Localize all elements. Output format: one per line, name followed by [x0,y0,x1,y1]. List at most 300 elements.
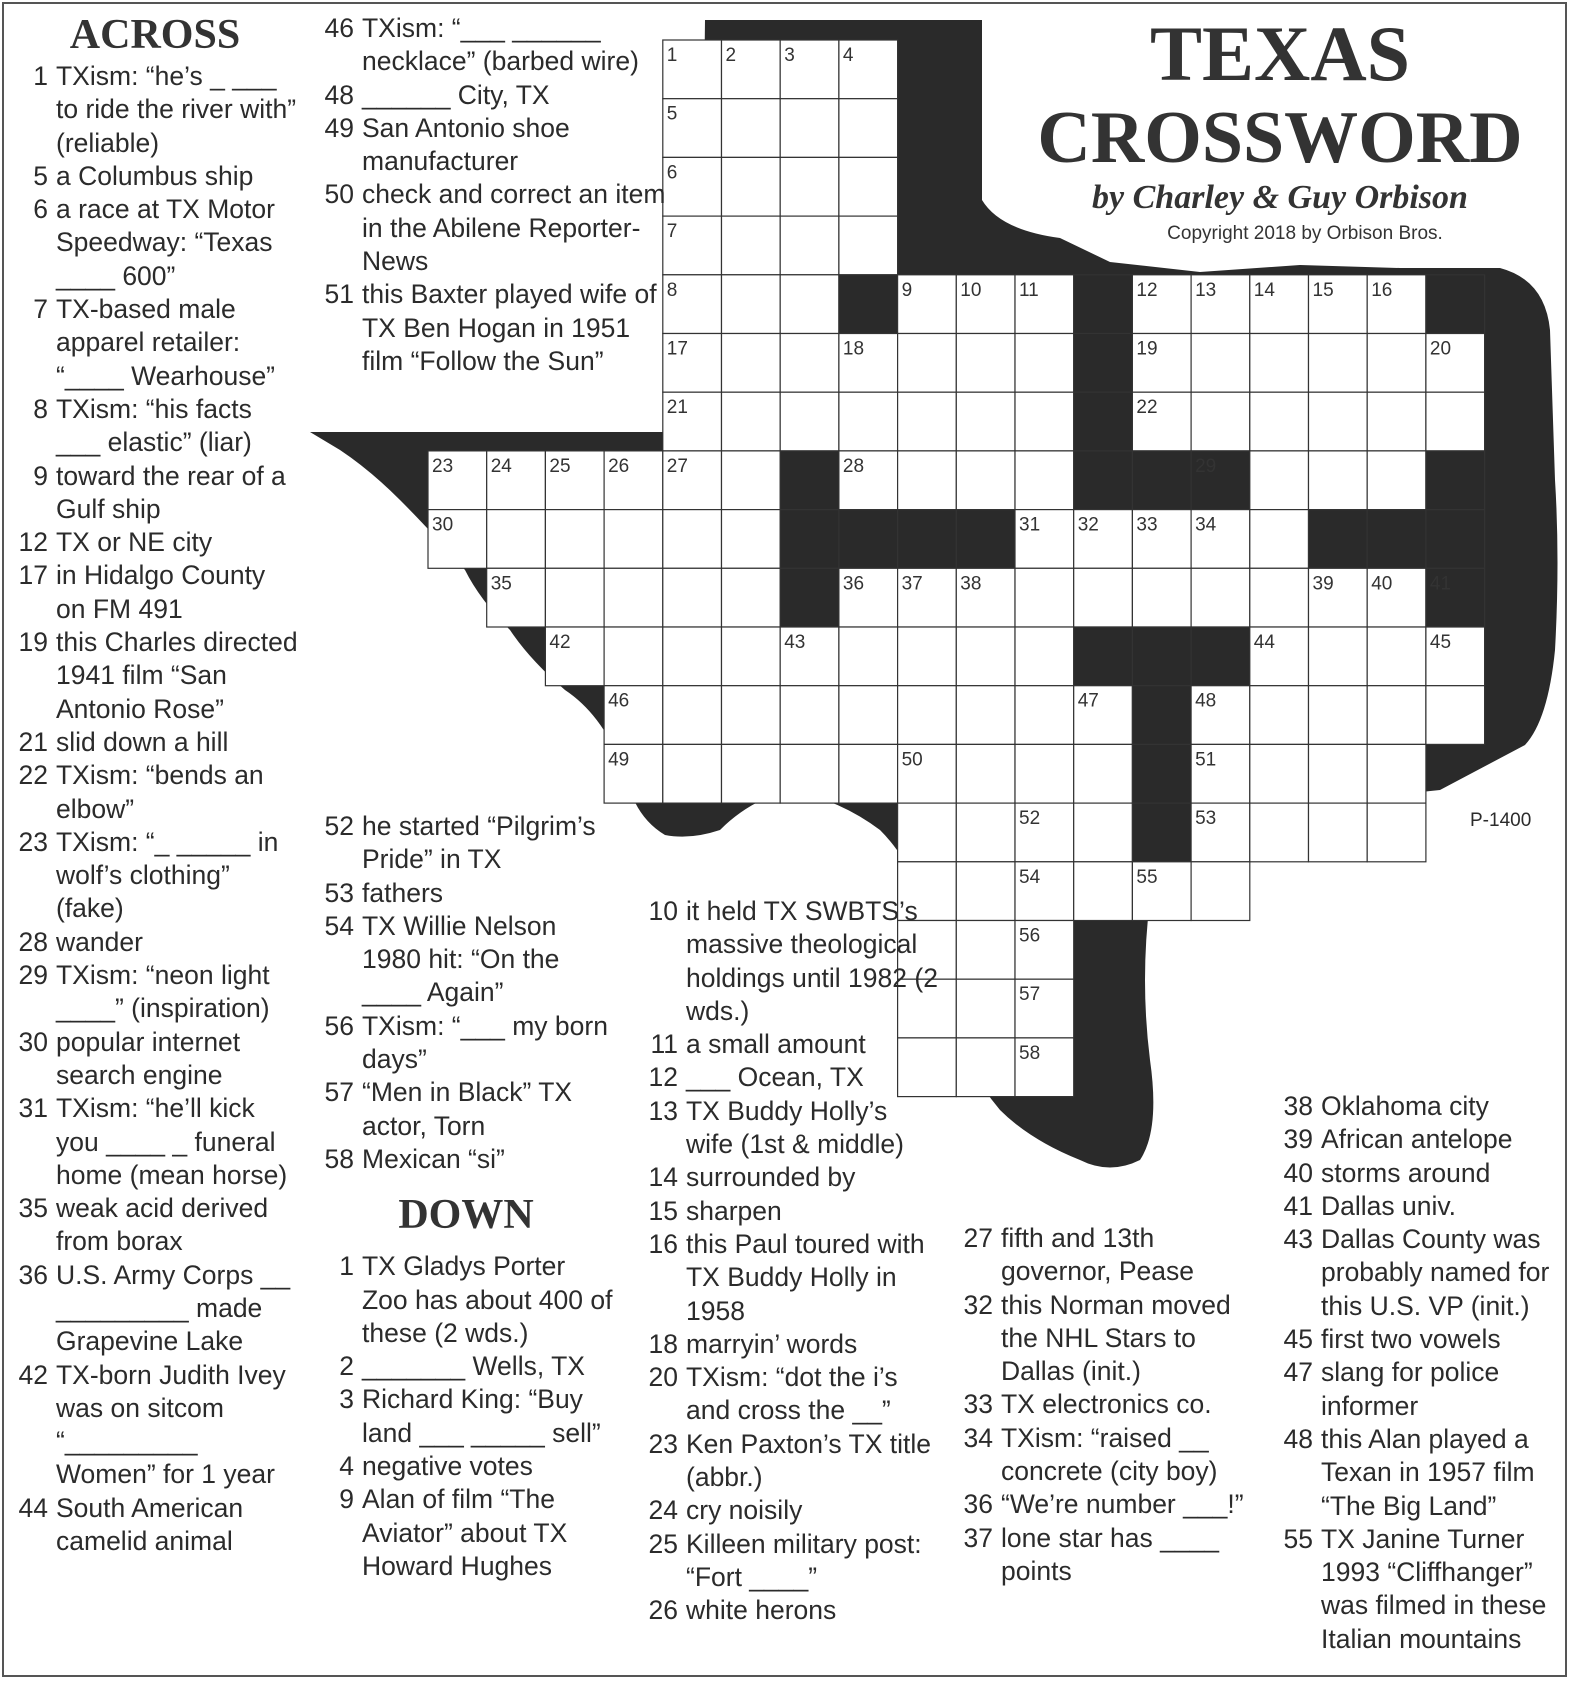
clue-item [316,12,666,79]
clue-number: 3 [339,1384,354,1415]
clue-item [955,1522,1255,1589]
grid-cell[interactable] [956,392,1015,451]
grid-cell[interactable] [1074,862,1133,921]
clue-item [10,1026,300,1093]
grid-cell[interactable] [839,157,898,216]
clue-number: 25 [648,1528,678,1559]
grid-cell[interactable] [780,686,839,745]
grid-cell[interactable] [956,451,1015,510]
grid-cell[interactable] [839,627,898,686]
grid-cell[interactable] [898,686,957,745]
clue-text: slid down a hill [56,726,229,757]
cell-number: 21 [666,397,688,419]
grid-cell[interactable] [722,451,781,510]
black-square [1132,803,1191,862]
cell-number: 2 [725,45,737,66]
clue-text: TX electronics co. [1001,1389,1212,1420]
clue-number: 52 [324,811,354,841]
clue-item [10,1492,300,1559]
clue-item [316,877,616,910]
clue-item [640,895,940,1028]
clue-text: U.S. Army Corps __ _________ made Grapevine Lake [56,1259,291,1357]
grid-cell[interactable] [604,627,663,686]
grid-cell[interactable] [956,979,1015,1038]
grid-cell[interactable] [663,510,722,569]
clue-item [640,1328,940,1361]
grid-cell[interactable] [1309,803,1368,862]
clue-item [10,460,300,527]
cell-number: 52 [1019,808,1041,830]
grid-cell[interactable] [1015,451,1074,510]
grid-cell[interactable] [1250,392,1309,451]
grid-cell[interactable] [898,803,957,862]
grid-cell[interactable] [1426,392,1485,451]
clue-number: 26 [648,1595,678,1626]
cell-number: 15 [1312,279,1334,301]
cell-number: 14 [1253,279,1275,301]
clue-number: 31 [18,1093,48,1124]
grid-cell[interactable] [722,392,781,451]
cell-number: 11 [1019,279,1039,301]
clue-item [10,826,300,926]
clue-number: 39 [1283,1124,1313,1155]
clue-text: fathers [362,877,444,908]
grid-cell[interactable] [839,686,898,745]
cell-number: 33 [1136,514,1158,536]
grid-cell[interactable] [780,216,839,275]
clue-item [1275,1323,1565,1356]
clue-item [10,293,300,393]
clue-number: 37 [963,1522,993,1553]
clue-text: Alan of film “The Aviator” about TX Howard Hughes [362,1484,568,1581]
clue-text: TXism: “dot the i’s and cross the __” [686,1362,898,1426]
title-line-2: CROSSWORD [1037,97,1523,179]
black-square [839,275,898,334]
clue-number: 42 [18,1359,48,1390]
grid-cell[interactable] [839,744,898,803]
clue-number: 9 [339,1484,354,1515]
grid-cell[interactable] [956,803,1015,862]
grid-cell[interactable] [839,99,898,158]
clue-item [10,626,300,726]
grid-cell[interactable] [780,99,839,158]
clue-item [10,1359,300,1492]
clue-item [1275,1223,1565,1323]
clue-text: a Columbus ship [56,160,254,191]
grid-cell[interactable] [722,568,781,627]
clue-item [640,1195,940,1228]
grid-cell[interactable] [545,510,604,569]
black-square [1426,275,1485,334]
grid-cell[interactable] [663,568,722,627]
clue-column-4 [640,895,940,1628]
grid-cell[interactable] [956,862,1015,921]
byline: by Charley & Guy Orbison [1092,179,1468,216]
grid-cell[interactable] [1250,568,1309,627]
grid-cell[interactable] [1191,568,1250,627]
clue-item [640,1061,940,1094]
grid-cell[interactable] [1309,334,1368,393]
grid-cell[interactable] [898,392,957,451]
clue-text: lone star has ____ points [1001,1522,1220,1586]
clue-number: 19 [18,627,48,658]
cell-number: 3 [784,45,795,66]
grid-cell[interactable] [780,334,839,393]
black-square [1074,392,1133,451]
grid-cell[interactable] [722,627,781,686]
grid-cell[interactable] [780,392,839,451]
clue-item [1275,1356,1565,1423]
grid-cell[interactable] [839,392,898,451]
cell-number: 27 [666,455,688,477]
clue-item [1275,1423,1565,1523]
grid-cell[interactable] [1015,744,1074,803]
clue-item [10,160,300,193]
cell-number: 12 [1136,279,1158,301]
grid-cell[interactable] [1191,334,1250,393]
clue-item [640,1494,940,1527]
clue-text: cry noisily [686,1495,803,1526]
black-square [1132,627,1191,686]
clue-number: 15 [648,1195,678,1226]
clue-number: 32 [963,1289,993,1320]
cell-number: 58 [1019,1042,1041,1064]
grid-cell[interactable] [1015,392,1074,451]
clue-number: 10 [648,896,678,926]
clue-text: slang for police informer [1321,1357,1500,1421]
clue-text: he started “Pilgrim’s Pride” in TX [362,811,596,875]
cell-number: 50 [901,749,923,771]
clue-item [1275,1190,1565,1223]
black-square [839,510,898,569]
clue-text: TX-born Judith Ivey was on sitcom “_________ Women” for 1 year [56,1359,286,1490]
clue-text: TXism: “neon light ____” (inspiration) [56,960,270,1024]
clue-number: 58 [324,1143,354,1174]
clue-number: 56 [324,1010,354,1041]
cell-number: 18 [842,338,865,360]
clue-text: in Hidalgo County on FM 491 [56,560,266,624]
grid-cell[interactable] [722,157,781,216]
clue-text: weak acid derived from borax [56,1193,269,1257]
clue-text: TXism: “_ _____ in wolf’s clothing” (fake) [56,826,279,924]
clue-item [10,526,300,559]
clue-number: 51 [324,279,354,310]
grid-cell[interactable] [722,216,781,275]
cell-number: 51 [1195,749,1217,771]
clue-text: this Norman moved the NHL Stars to Dallas (init.) [1001,1289,1231,1387]
clue-item [10,926,300,959]
cell-number: 44 [1253,632,1275,653]
clue-text: fifth and 13th governor, Pease [1001,1223,1194,1287]
clue-number: 46 [324,13,354,43]
grid-cell[interactable] [839,216,898,275]
cell-number: 35 [490,573,512,595]
clue-text: Dallas County was probably named for this U.S. VP (init.) [1321,1224,1550,1321]
grid-cell[interactable] [722,744,781,803]
grid-cell[interactable] [898,334,957,393]
grid-cell[interactable] [898,627,957,686]
cell-number: 34 [1195,514,1217,536]
grid-cell[interactable] [1250,803,1309,862]
clue-number: 49 [324,112,354,143]
grid-cell[interactable] [1367,744,1426,803]
black-square [956,510,1015,569]
clue-number: 5 [33,160,48,191]
clue-text: TXism: “___ my born days” [362,1010,608,1075]
clue-text: TXism: “he’s _ ___ to ride the river with” (reliable) [56,61,297,158]
grid-cell[interactable] [1250,744,1309,803]
clue-number: 8 [33,393,48,424]
grid-cell[interactable] [604,510,663,569]
clue-item [10,393,300,460]
clue-item [316,810,616,877]
clue-text: Ken Paxton’s TX title (abbr.) [686,1428,932,1493]
clue-text: white herons [686,1595,837,1626]
clue-item [640,1095,940,1162]
black-square [1074,451,1133,510]
clue-text: TX Janine Turner 1993 “Cliffhanger” was filmed in these Italian mountains [1321,1523,1547,1654]
clue-text: TX Willie Nelson 1980 hit: “On the ____ Again” [362,910,560,1008]
clue-column-5 [955,1222,1255,1588]
clue-text: San Antonio shoe manufacturer [362,112,570,177]
clue-item [316,910,616,1010]
clue-number: 48 [1283,1423,1313,1454]
grid-cell[interactable] [898,451,957,510]
clue-item [10,193,300,293]
clue-number: 23 [648,1428,678,1459]
clue-number: 44 [18,1492,48,1523]
grid-cell[interactable] [1309,627,1368,686]
grid-cell[interactable] [1309,686,1368,745]
clue-item [1275,1123,1565,1156]
clue-number: 34 [963,1422,993,1453]
clue-text: TXism: “he’ll kick you ____ _ funeral home (mean horse) [56,1093,288,1190]
clue-number: 14 [648,1162,678,1193]
cell-number: 5 [666,103,678,125]
grid-cell[interactable] [722,99,781,158]
grid-cell[interactable] [722,334,781,393]
clue-number: 55 [1283,1523,1313,1554]
black-square [1191,627,1250,686]
cell-number: 24 [490,455,512,477]
grid-cell[interactable] [545,568,604,627]
clue-number: 1 [33,61,48,91]
clue-item [955,1388,1255,1421]
black-square [780,510,839,569]
grid-cell[interactable] [722,275,781,334]
grid-cell[interactable] [1015,686,1074,745]
clue-item [316,1143,616,1176]
grid-cell[interactable] [956,1038,1015,1097]
grid-cell[interactable] [956,744,1015,803]
grid-cell[interactable] [1074,744,1133,803]
clue-item [1275,1157,1565,1190]
cell-number: 4 [842,45,854,66]
clue-number: 1 [339,1251,354,1282]
cell-number: 46 [608,690,630,712]
clue-item [10,60,300,160]
grid-cell[interactable] [1367,686,1426,745]
grid-cell[interactable] [1191,862,1250,921]
clue-text: “We’re number ___!” [1001,1489,1244,1520]
black-square [1074,334,1133,393]
clue-item [640,1361,940,1428]
clue-text: Dallas univ. [1321,1190,1457,1221]
clue-text: marryin’ words [686,1328,858,1359]
cell-number: 1 [666,45,678,66]
clue-number: 45 [1283,1324,1313,1355]
clue-number: 28 [18,926,48,957]
grid-cell[interactable] [1309,744,1368,803]
grid-cell[interactable] [1015,627,1074,686]
clue-text: TX Buddy Holly’s wife (1st & middle) [686,1095,904,1160]
clue-number: 43 [1283,1224,1313,1255]
cell-number: 19 [1136,338,1158,360]
cell-number: 42 [549,632,571,653]
clue-item [316,1350,616,1383]
clue-number: 40 [1283,1157,1313,1188]
grid-cell[interactable] [780,744,839,803]
grid-cell[interactable] [1015,334,1074,393]
cell-number: 30 [432,514,454,536]
grid-cell[interactable] [780,275,839,334]
black-square [898,510,957,569]
grid-cell[interactable] [1250,334,1309,393]
clue-number: 9 [33,460,48,491]
clue-text: ______ City, TX [362,79,550,110]
section-heading: DOWN [398,1192,534,1239]
clue-column-2 [316,12,666,378]
grid-cell[interactable] [722,686,781,745]
cell-number: 23 [432,455,454,477]
grid-cell[interactable] [956,334,1015,393]
clue-text: ___ Ocean, TX [686,1062,864,1093]
clue-item [10,726,300,759]
black-square [1132,451,1191,510]
cell-number: 28 [842,455,865,477]
clue-text: negative votes [362,1451,533,1482]
cell-number: 6 [666,162,678,184]
clue-number: 13 [648,1095,678,1126]
cell-number: 25 [549,455,571,477]
cell-number: 38 [960,573,982,595]
clue-number: 50 [324,179,354,210]
clue-column-6 [1275,1090,1565,1656]
grid-cell[interactable] [663,744,722,803]
grid-cell[interactable] [1250,451,1309,510]
grid-cell[interactable] [1367,803,1426,862]
clue-number: 18 [648,1328,678,1359]
grid-cell[interactable] [1250,510,1309,569]
grid-cell[interactable] [1074,568,1133,627]
clue-text: TXism: “bends an elbow” [56,760,264,824]
clue-text: this Paul toured with TX Buddy Holly in 1958 [686,1228,925,1326]
grid-cell[interactable] [956,921,1015,980]
grid-cell[interactable] [1367,451,1426,510]
grid-cell[interactable] [1426,686,1485,745]
clue-text: a race at TX Motor Speedway: “Texas ____ 600” [56,194,275,291]
title-line-1: TEXAS [1149,10,1411,97]
clue-item [316,1383,616,1450]
grid-cell[interactable] [1015,568,1074,627]
clue-number: 24 [648,1495,678,1526]
clue-number: 27 [963,1223,993,1253]
clue-number: 12 [648,1062,678,1093]
grid-cell[interactable] [663,686,722,745]
cell-number: 40 [1371,573,1393,595]
cell-number: 8 [666,279,678,301]
clue-number: 21 [18,726,48,757]
clue-number: 23 [18,826,48,857]
clue-text: _______ Wells, TX [362,1351,585,1382]
grid-cell[interactable] [1309,392,1368,451]
cell-number: 20 [1429,338,1452,360]
grid-cell[interactable] [1367,334,1426,393]
clue-item [10,1259,300,1359]
grid-cell[interactable] [1191,392,1250,451]
clue-number: 7 [33,294,48,325]
clue-number: 38 [1283,1091,1313,1121]
grid-cell[interactable] [487,510,546,569]
clue-number: 4 [339,1451,354,1482]
cell-number: 56 [1019,925,1041,947]
clue-number: 41 [1283,1190,1313,1221]
grid-cell[interactable] [604,568,663,627]
clue-text: popular internet search engine [56,1026,241,1090]
clue-text: sharpen [686,1195,782,1226]
grid-cell[interactable] [780,157,839,216]
cell-number: 53 [1195,808,1217,830]
cell-number: 16 [1371,279,1393,301]
cell-number: 37 [901,573,923,595]
clue-number: 54 [324,910,354,941]
clue-item [316,178,666,278]
cell-number: 49 [608,749,630,771]
cell-number: 26 [608,455,630,477]
grid-cell[interactable] [1367,392,1426,451]
clue-text: wander [56,926,143,957]
grid-cell[interactable] [1309,451,1368,510]
cell-number: 54 [1019,866,1041,888]
cell-number: 45 [1429,632,1452,653]
clue-number: 33 [963,1389,993,1420]
grid-cell[interactable] [1250,686,1309,745]
clue-number: 30 [18,1026,48,1057]
grid-cell[interactable] [956,627,1015,686]
clue-number: 20 [648,1362,678,1393]
cell-number: 9 [901,279,913,301]
clue-text: TX Gladys Porter Zoo has about 400 of these (2 wds.) [362,1251,613,1348]
clue-item [316,1076,616,1143]
grid-cell[interactable] [722,510,781,569]
cell-number: 36 [842,573,865,595]
grid-cell[interactable] [1367,627,1426,686]
clue-number: 48 [324,79,354,110]
cell-number: 57 [1019,984,1041,1006]
clue-number: 36 [18,1259,48,1290]
grid-cell[interactable] [956,686,1015,745]
clue-item [316,1250,616,1350]
clue-item [316,1450,616,1483]
grid-cell[interactable] [663,627,722,686]
clue-item [955,1422,1255,1489]
grid-cell[interactable] [1132,568,1191,627]
grid-cell[interactable] [1074,803,1133,862]
clue-text: toward the rear of a Gulf ship [56,460,286,524]
clue-text: TX or NE city [56,527,213,558]
cell-number: 22 [1136,397,1158,419]
black-square [1074,627,1133,686]
